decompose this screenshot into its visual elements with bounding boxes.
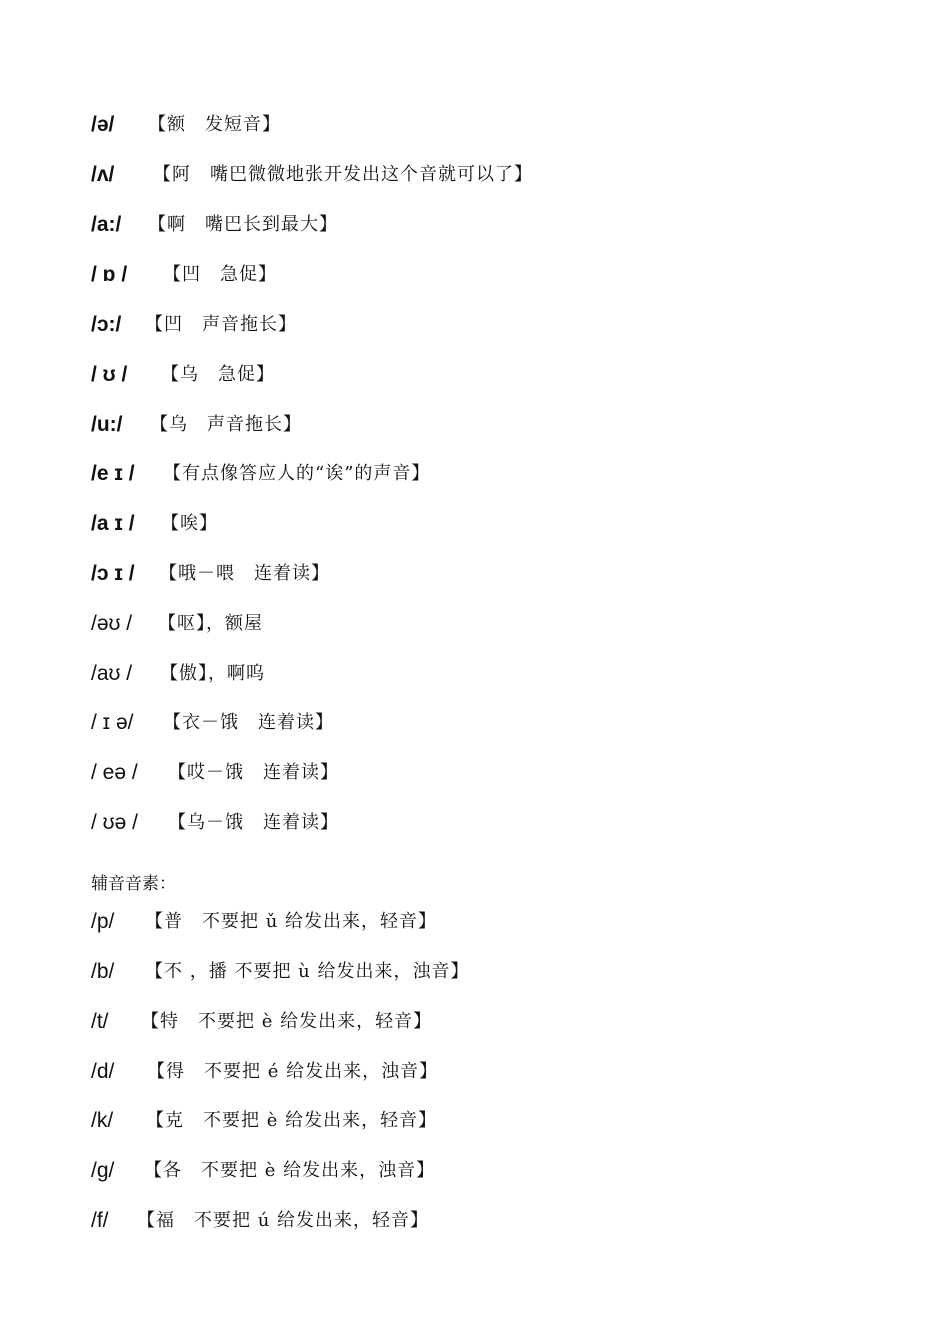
phoneme-description: 【得 不要把 é 给发出来，浊音】 — [147, 1061, 439, 1082]
phoneme-symbol: /g/ — [91, 1159, 115, 1182]
phoneme-description: 【呕】，额屋 — [158, 613, 263, 634]
phoneme-description: 【凹 急促】 — [163, 264, 277, 285]
phoneme-description: 【克 不要把 è 给发出来，轻音】 — [146, 1110, 438, 1131]
phoneme-description: 【啊 嘴巴长到最大】 — [148, 214, 338, 235]
phoneme-description: 【傲】，啊呜 — [160, 663, 265, 684]
phoneme-symbol: /ʌ/ — [91, 163, 115, 186]
phoneme-description: 【各 不要把 è 给发出来，浊音】 — [144, 1160, 436, 1181]
phoneme-symbol: /aʊ / — [91, 662, 133, 685]
phoneme-symbol: /ɔ:/ — [91, 313, 122, 336]
phoneme-description: 【乌 声音拖长】 — [150, 414, 302, 435]
phoneme-description: 【哎－饿 连着读】 — [168, 762, 339, 783]
phoneme-symbol: /b/ — [91, 960, 115, 983]
phoneme-description: 【有点像答应人的“诶”的声音】 — [163, 463, 431, 484]
phoneme-symbol: / ʊ / — [91, 363, 128, 386]
phoneme-description: 【普 不要把 ǔ 给发出来，轻音】 — [145, 911, 438, 932]
phoneme-symbol: /ə/ — [91, 113, 115, 136]
phoneme-description: 【凹 声音拖长】 — [145, 314, 297, 335]
phoneme-description: 【特 不要把 è 给发出来，轻音】 — [141, 1011, 433, 1032]
phoneme-symbol: / ɪ ə/ — [91, 711, 134, 734]
phoneme-symbol: /ɔ ɪ / — [91, 562, 135, 585]
phoneme-description: 【乌 急促】 — [161, 364, 275, 385]
phoneme-description: 【不 ，播 不要把 ù 给发出来，浊音】 — [145, 961, 470, 982]
phoneme-symbol: /a:/ — [91, 213, 122, 236]
phoneme-symbol: /d/ — [91, 1060, 115, 1083]
phoneme-symbol: / eə / — [91, 761, 138, 784]
phoneme-symbol: / ʊə / — [91, 811, 138, 834]
phoneme-symbol: /t/ — [91, 1010, 109, 1033]
phoneme-description: 【福 不要把 ú 给发出来，轻音】 — [137, 1210, 430, 1231]
phoneme-description: 【阿 嘴巴微微地张开发出这个音就可以了】 — [153, 164, 533, 185]
phoneme-description: 【衣－饿 连着读】 — [163, 712, 334, 733]
phoneme-description: 【乌－饿 连着读】 — [168, 812, 339, 833]
phoneme-description: 【哦－喂 连着读】 — [159, 563, 330, 584]
phoneme-description: 【额 发短音】 — [148, 114, 281, 135]
phoneme-symbol: /əʊ / — [91, 612, 133, 635]
consonants-heading: 辅音音素： — [91, 874, 176, 894]
phoneme-symbol: /p/ — [91, 910, 115, 933]
phoneme-description: 【唉】 — [161, 513, 218, 534]
phoneme-symbol: /a ɪ / — [91, 512, 135, 535]
phoneme-symbol: /f/ — [91, 1209, 109, 1232]
phoneme-symbol: /e ɪ / — [91, 462, 135, 485]
phoneme-symbol: / ɒ / — [91, 263, 128, 286]
phoneme-symbol: /u:/ — [91, 413, 123, 436]
phoneme-symbol: /k/ — [91, 1109, 114, 1132]
